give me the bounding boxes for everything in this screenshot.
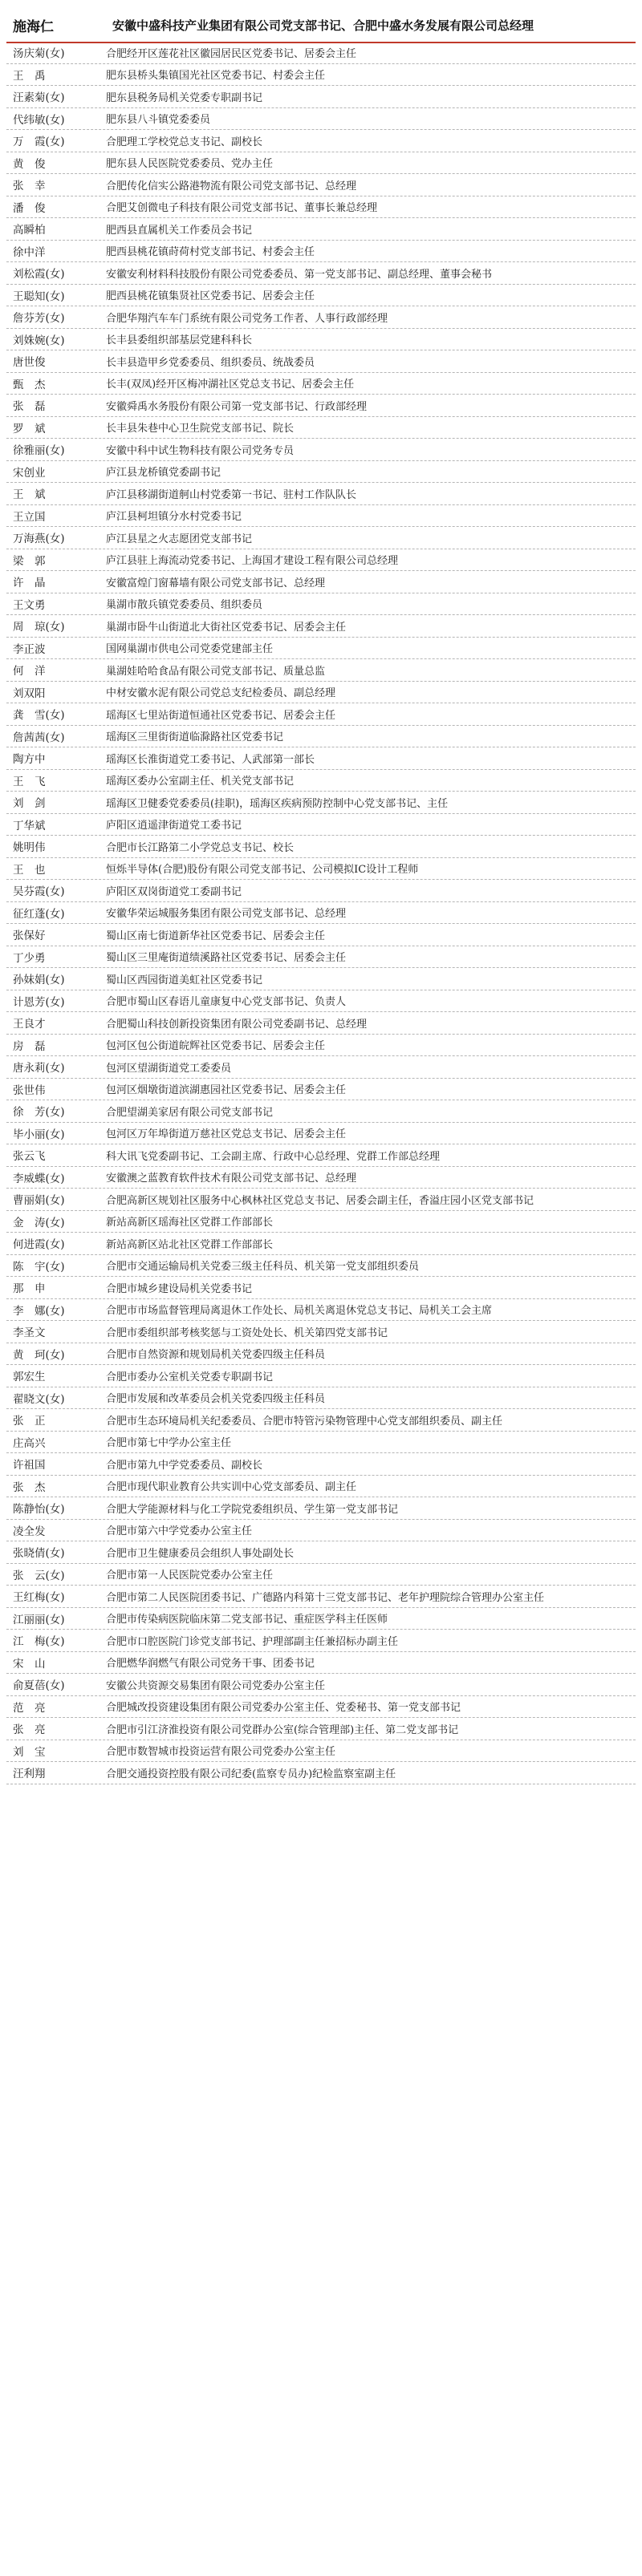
person-name: 王良才 (13, 1018, 46, 1031)
person-position: 合肥市口腔医院门诊党支部书记、护理部副主任兼招标办副主任 (106, 1635, 399, 1648)
person-name: 周 琼(女) (13, 621, 65, 634)
list-item (6, 1211, 636, 1233)
person-position: 合肥市第九中学党委委员、副校长 (106, 1459, 263, 1472)
person-position: 安徽澳之蓝教育软件技术有限公司党支部书记、总经理 (106, 1173, 357, 1185)
person-name: 张 杰 (13, 1480, 46, 1494)
person-position: 包河区万年埠街道万慈社区党总支书记、居委会主任 (106, 1128, 347, 1141)
person-name: 吴芬霞(女) (13, 885, 65, 899)
person-name: 罗 斌 (13, 422, 46, 435)
list-item (6, 218, 636, 241)
list-item (6, 1630, 636, 1652)
person-position: 合肥市第六中学党委办公室主任 (106, 1525, 253, 1538)
honor-list (6, 42, 636, 1784)
person-position: 瑶海区长淮街道党工委书记、人武部第一部长 (106, 753, 315, 766)
list-item (6, 439, 636, 461)
list-item (6, 1012, 636, 1035)
person-position: 合肥华翔汽车车门系统有限公司党务工作者、人事行政部经理 (106, 312, 388, 325)
person-position: 新站高新区站北社区党群工作部部长 (106, 1238, 274, 1251)
list-item (6, 659, 636, 682)
person-position: 合肥市数智城市投资运营有限公司党委办公室主任 (106, 1746, 336, 1759)
person-position: 新站高新区瑶海社区党群工作部部长 (106, 1217, 274, 1229)
person-position: 合肥艾创微电子科技有限公司党支部书记、董事长兼总经理 (106, 202, 378, 215)
list-item (6, 86, 636, 108)
person-name: 张云飞 (13, 1150, 46, 1164)
list-item (6, 1453, 636, 1476)
person-position: 肥西县桃花镇集贤社区党委书记、居委会主任 (106, 290, 315, 303)
list-item (6, 1123, 636, 1145)
list-item (6, 747, 636, 770)
list-item (6, 902, 636, 925)
list-item (6, 1189, 636, 1211)
list-item (6, 1144, 636, 1167)
person-position: 合肥经开区莲花社区徽园居民区党委书记、居委会主任 (106, 47, 357, 60)
person-name: 刘姝婉(女) (13, 334, 65, 347)
person-position: 长丰县委组织部基层党建科科长 (106, 334, 253, 347)
person-position: 肥东县桥头集镇国光社区党委书记、村委会主任 (106, 70, 326, 83)
list-item (6, 108, 636, 131)
person-position: 合肥大学能源材料与化工学院党委组织员、学生第一党支部书记 (106, 1503, 399, 1516)
person-position: 肥东县税务局机关党委专职副书记 (106, 91, 263, 104)
person-position: 包河区包公街道皖辉社区党委书记、居委会主任 (106, 1040, 326, 1053)
person-name: 张保好 (13, 930, 46, 943)
person-position: 巢湖市散兵镇党委委员、组织委员 (106, 599, 263, 612)
person-name: 唐永莉(女) (13, 1062, 65, 1075)
person-name: 江丽丽(女) (13, 1613, 65, 1626)
person-name: 陈静怡(女) (13, 1503, 65, 1517)
person-position: 安徽富煌门窗幕墙有限公司党支部书记、总经理 (106, 577, 326, 589)
person-name: 张 幸 (13, 180, 46, 193)
list-item (6, 1608, 636, 1630)
person-name: 金 涛(女) (13, 1216, 65, 1229)
person-name: 甄 杰 (13, 378, 46, 391)
person-name: 徐中洋 (13, 245, 46, 259)
list-item (6, 1762, 636, 1784)
person-position: 合肥市第二人民医院团委书记、广德路内科第十三党支部书记、老年护理院综合管理办公室主任 (106, 1591, 545, 1604)
person-position: 蜀山区南七街道新华社区党委书记、居委会主任 (106, 930, 326, 942)
list-item (6, 417, 636, 439)
person-position: 庐江县驻上海流动党委书记、上海国才建设工程有限公司总经理 (106, 555, 399, 568)
person-name: 汤庆菊(女) (13, 47, 65, 61)
person-position: 合肥市市场监督管理局离退休工作处长、局机关离退休党总支书记、局机关工会主席 (106, 1305, 493, 1318)
person-name: 代纬敏(女) (13, 113, 65, 127)
person-position: 合肥蜀山科技创新投资集团有限公司党委副书记、总经理 (106, 1018, 368, 1031)
list-item (6, 924, 636, 946)
person-position: 合肥市城乡建设局机关党委书记 (106, 1282, 253, 1295)
person-name: 许 晶 (13, 577, 46, 590)
person-name: 龚 雪(女) (13, 709, 65, 723)
person-position: 合肥市第七中学办公室主任 (106, 1437, 232, 1450)
list-item (6, 130, 636, 152)
person-name: 刘 宝 (13, 1745, 46, 1759)
list-item (6, 1497, 636, 1520)
list-item (6, 1321, 636, 1343)
person-position: 肥西县直属机关工作委员会书记 (106, 224, 253, 237)
person-position: 安徽华荣运城服务集团有限公司党支部书记、总经理 (106, 908, 347, 921)
person-position: 肥东县人民医院党委委员、党办主任 (106, 158, 274, 171)
person-position: 国网巢湖市供电公司党委党建部主任 (106, 643, 274, 656)
person-position: 合肥市交通运输局机关党委三级主任科员、机关第一党支部组织委员 (106, 1261, 420, 1274)
person-name: 汪利翔 (13, 1768, 46, 1781)
person-name: 范 亮 (13, 1701, 46, 1715)
person-name: 张 正 (13, 1415, 46, 1428)
list-item (6, 329, 636, 351)
person-position: 长丰县朱巷中心卫生院党支部书记、院长 (106, 423, 295, 435)
person-name: 刘双阳 (13, 687, 46, 700)
list-item (6, 1409, 636, 1432)
list-item (6, 483, 636, 505)
person-name: 王立国 (13, 510, 46, 524)
person-position: 庐江县移湖街道舸山村党委第一书记、驻村工作队队长 (106, 488, 357, 501)
table-header (6, 8, 636, 43)
list-item (6, 1079, 636, 1101)
list-item (6, 1520, 636, 1542)
list-item (6, 42, 636, 64)
person-name: 宋 山 (13, 1657, 46, 1671)
person-name: 曹丽娟(女) (13, 1194, 65, 1208)
list-item (6, 64, 636, 87)
list-item (6, 990, 636, 1013)
person-position: 中材安徽水泥有限公司党总支纪检委员、副总经理 (106, 687, 336, 700)
list-item (6, 1541, 636, 1564)
person-position: 长丰县造甲乡党委委员、组织委员、统战委员 (106, 356, 315, 369)
list-item (6, 1586, 636, 1608)
list-item (6, 814, 636, 836)
person-name: 征红蓬(女) (13, 907, 65, 921)
person-name: 张 磊 (13, 400, 46, 414)
person-name: 王 禹 (13, 69, 46, 83)
person-name: 翟晓文(女) (13, 1392, 65, 1406)
person-name: 陈 宇(女) (13, 1260, 65, 1274)
list-item (6, 241, 636, 263)
person-name: 潘 俊 (13, 201, 46, 215)
list-item (6, 1056, 636, 1079)
person-position: 合肥市第一人民医院党委办公室主任 (106, 1569, 274, 1582)
person-name: 李圣文 (13, 1326, 46, 1340)
person-position: 蜀山区西园街道美虹社区党委书记 (106, 974, 263, 986)
person-name: 庄高兴 (13, 1436, 46, 1450)
person-name: 万 霞(女) (13, 136, 65, 149)
person-name: 毕小丽(女) (13, 1128, 65, 1141)
person-name: 刘松霞(女) (13, 268, 65, 281)
list-item (6, 1343, 636, 1366)
list-item (6, 395, 636, 417)
list-item (6, 505, 636, 528)
person-position: 合肥高新区规划社区服务中心枫林社区党总支书记、居委会副主任，香溢庄园小区党支部书记 (106, 1194, 534, 1207)
person-position: 庐江县龙桥镇党委副书记 (106, 467, 221, 480)
person-name: 王 斌 (13, 488, 46, 502)
person-name: 李 娜(女) (13, 1304, 65, 1318)
person-position: 合肥理工学校党总支书记、副校长 (106, 136, 263, 148)
person-position: 合肥市现代职业教育公共实训中心党支部委员、副主任 (106, 1481, 357, 1494)
person-name: 王 也 (13, 863, 46, 877)
list-item (6, 1696, 636, 1719)
person-position: 安徽安利材料科技股份有限公司党委委员、第一党支部书记、副总经理、董事会秘书 (106, 268, 493, 281)
person-name: 宋创业 (13, 466, 46, 480)
person-name: 汪素菊(女) (13, 91, 65, 105)
person-position: 巢湖娃哈哈食品有限公司党支部书记、质量总监 (106, 665, 326, 678)
header-position: 安徽中盛科技产业集团有限公司党支部书记、合肥中盛水务发展有限公司总经理 (112, 18, 534, 33)
list-item (6, 1365, 636, 1387)
person-position: 庐江县星之火志愿团党支部书记 (106, 533, 253, 545)
person-position: 合肥市发展和改革委员会机关党委四级主任科员 (106, 1393, 326, 1406)
person-name: 王红梅(女) (13, 1591, 65, 1605)
person-position: 合肥市委组织部考核奖惩与工资处处长、机关第四党支部书记 (106, 1326, 388, 1339)
person-name: 凌全发 (13, 1525, 46, 1538)
list-item (6, 1387, 636, 1410)
list-item (6, 1233, 636, 1255)
person-position: 安徽舜禹水务股份有限公司第一党支部书记、行政部经理 (106, 400, 368, 413)
list-item (6, 836, 636, 858)
person-position: 科大讯飞党委副书记、工会副主席、行政中心总经理、党群工作部总经理 (106, 1150, 441, 1163)
person-position: 包河区望湖街道党工委委员 (106, 1062, 232, 1075)
list-item (6, 1299, 636, 1322)
list-item (6, 1674, 636, 1696)
person-name: 郭宏生 (13, 1371, 46, 1384)
list-item (6, 858, 636, 881)
list-item (6, 1167, 636, 1189)
person-name: 王文勇 (13, 598, 46, 612)
person-position: 瑶海区卫健委党委委员(挂职)，瑶海区疾病预防控制中心党支部书记、主任 (106, 797, 449, 810)
person-position: 庐阳区双岗街道党工委副书记 (106, 885, 242, 898)
list-item (6, 285, 636, 307)
list-item (6, 880, 636, 902)
person-name: 梁 郭 (13, 554, 46, 568)
list-item (6, 461, 636, 484)
list-item (6, 350, 636, 373)
person-name: 丁少勇 (13, 951, 46, 965)
list-item (6, 571, 636, 593)
person-name: 俞夏蓓(女) (13, 1679, 65, 1693)
person-position: 肥西县桃花镇莳荷村党支部书记、村委会主任 (106, 246, 315, 259)
list-item (6, 1255, 636, 1278)
person-position: 包河区烟墩街道滨湖惠园社区党委书记、居委会主任 (106, 1084, 347, 1097)
person-position: 安徽中科中试生物科技有限公司党务专员 (106, 444, 295, 457)
person-name: 张晓倩(女) (13, 1547, 65, 1561)
person-name: 江 梅(女) (13, 1635, 65, 1649)
person-name: 高瞬柏 (13, 224, 46, 237)
list-item (6, 946, 636, 969)
person-name: 丁华斌 (13, 819, 46, 832)
person-position: 蜀山区三里庵街道绩溪路社区党委书记、居委会主任 (106, 952, 347, 965)
person-name: 何进霞(女) (13, 1238, 65, 1252)
person-position: 合肥市蜀山区春语儿童康复中心党支部书记、负责人 (106, 996, 347, 1009)
person-name: 许祖国 (13, 1459, 46, 1472)
person-position: 安徽公共资源交易集团有限公司党委办公室主任 (106, 1679, 326, 1692)
list-item (6, 1277, 636, 1299)
person-position: 庐江县柯坦镇分水村党委书记 (106, 511, 242, 524)
person-name: 詹茜茜(女) (13, 731, 65, 744)
list-item (6, 682, 636, 704)
person-name: 何 洋 (13, 665, 46, 678)
person-position: 合肥市传染病医院临床第二党支部书记、重症医学科主任医师 (106, 1614, 388, 1626)
person-name: 唐世俊 (13, 356, 46, 370)
person-position: 合肥市自然资源和规划局机关党委四级主任科员 (106, 1349, 326, 1362)
list-item (6, 527, 636, 549)
person-name: 张 亮 (13, 1723, 46, 1737)
person-name: 张 云(女) (13, 1569, 65, 1582)
person-name: 姚明伟 (13, 841, 46, 855)
list-item (6, 770, 636, 792)
person-position: 合肥市引江济淮投资有限公司党群办公室(综合管理部)主任、第二党支部书记 (106, 1723, 459, 1736)
list-item (6, 152, 636, 175)
person-position: 合肥传化信实公路港物流有限公司党支部书记、总经理 (106, 180, 357, 192)
list-item (6, 703, 636, 726)
person-position: 肥东县八斗镇党委委员 (106, 114, 211, 127)
person-name: 黄 珂(女) (13, 1348, 65, 1362)
person-position: 瑶海区七里站街道恒通社区党委书记、居委会主任 (106, 709, 336, 722)
list-item (6, 174, 636, 196)
person-name: 王聪知(女) (13, 290, 65, 303)
list-item (6, 196, 636, 219)
list-item (6, 968, 636, 990)
person-position: 合肥市生态环境局机关纪委委员、合肥市特管污染物管理中心党支部组织委员、副主任 (106, 1415, 503, 1428)
person-position: 瑶海区三里街街道临滁路社区党委书记 (106, 731, 284, 744)
list-item (6, 549, 636, 572)
person-name: 陶方中 (13, 753, 46, 767)
list-item (6, 1718, 636, 1740)
list-item (6, 1432, 636, 1454)
person-name: 詹芬芳(女) (13, 312, 65, 326)
list-item (6, 373, 636, 395)
list-item (6, 1100, 636, 1123)
person-name: 那 申 (13, 1282, 46, 1296)
person-position: 合肥市委办公室机关党委专职副书记 (106, 1371, 274, 1383)
list-item (6, 262, 636, 285)
person-name: 刘 剑 (13, 797, 46, 811)
person-name: 徐 芳(女) (13, 1106, 65, 1120)
person-name: 王 飞 (13, 775, 46, 788)
person-name: 孙妹娟(女) (13, 974, 65, 987)
person-position: 合肥交通投资控股有限公司纪委(监察专员办)纪检监察室副主任 (106, 1768, 396, 1780)
list-item (6, 1740, 636, 1763)
list-item (6, 306, 636, 329)
list-item (6, 1652, 636, 1675)
person-name: 李正波 (13, 642, 46, 656)
person-position: 合肥市长江路第二小学党总支书记、校长 (106, 841, 295, 854)
person-position: 庐阳区逍遥津街道党工委书记 (106, 820, 242, 832)
list-item (6, 1035, 636, 1057)
person-position: 合肥市卫生健康委员会组织人事处副处长 (106, 1547, 295, 1560)
person-name: 徐雅丽(女) (13, 444, 65, 458)
header-name: 施海仁 (13, 18, 54, 35)
person-position: 长丰(双凤)经开区梅冲湖社区党总支书记、居委会主任 (106, 379, 355, 391)
person-name: 李威蝶(女) (13, 1172, 65, 1185)
list-item (6, 593, 636, 616)
list-item (6, 792, 636, 814)
list-item (6, 638, 636, 660)
person-position: 合肥燃华润燃气有限公司党务干事、团委书记 (106, 1658, 315, 1671)
list-item (6, 726, 636, 748)
person-name: 房 磊 (13, 1039, 46, 1053)
list-item (6, 615, 636, 638)
person-name: 张世伟 (13, 1083, 46, 1097)
person-name: 计恩芳(女) (13, 995, 65, 1009)
person-position: 合肥望湖美家居有限公司党支部书记 (106, 1106, 274, 1119)
person-position: 恒烁半导体(合肥)股份有限公司党支部书记、公司模拟IC设计工程师 (106, 864, 419, 877)
person-position: 合肥城改投资建设集团有限公司党委办公室主任、党委秘书、第一党支部书记 (106, 1702, 461, 1715)
person-position: 瑶海区委办公室副主任、机关党支部书记 (106, 776, 295, 788)
list-item (6, 1476, 636, 1498)
person-name: 黄 俊 (13, 157, 46, 171)
person-position: 巢湖市卧牛山街道北大街社区党委书记、居委会主任 (106, 621, 347, 634)
person-name: 万海燕(女) (13, 533, 65, 546)
list-item (6, 1564, 636, 1586)
